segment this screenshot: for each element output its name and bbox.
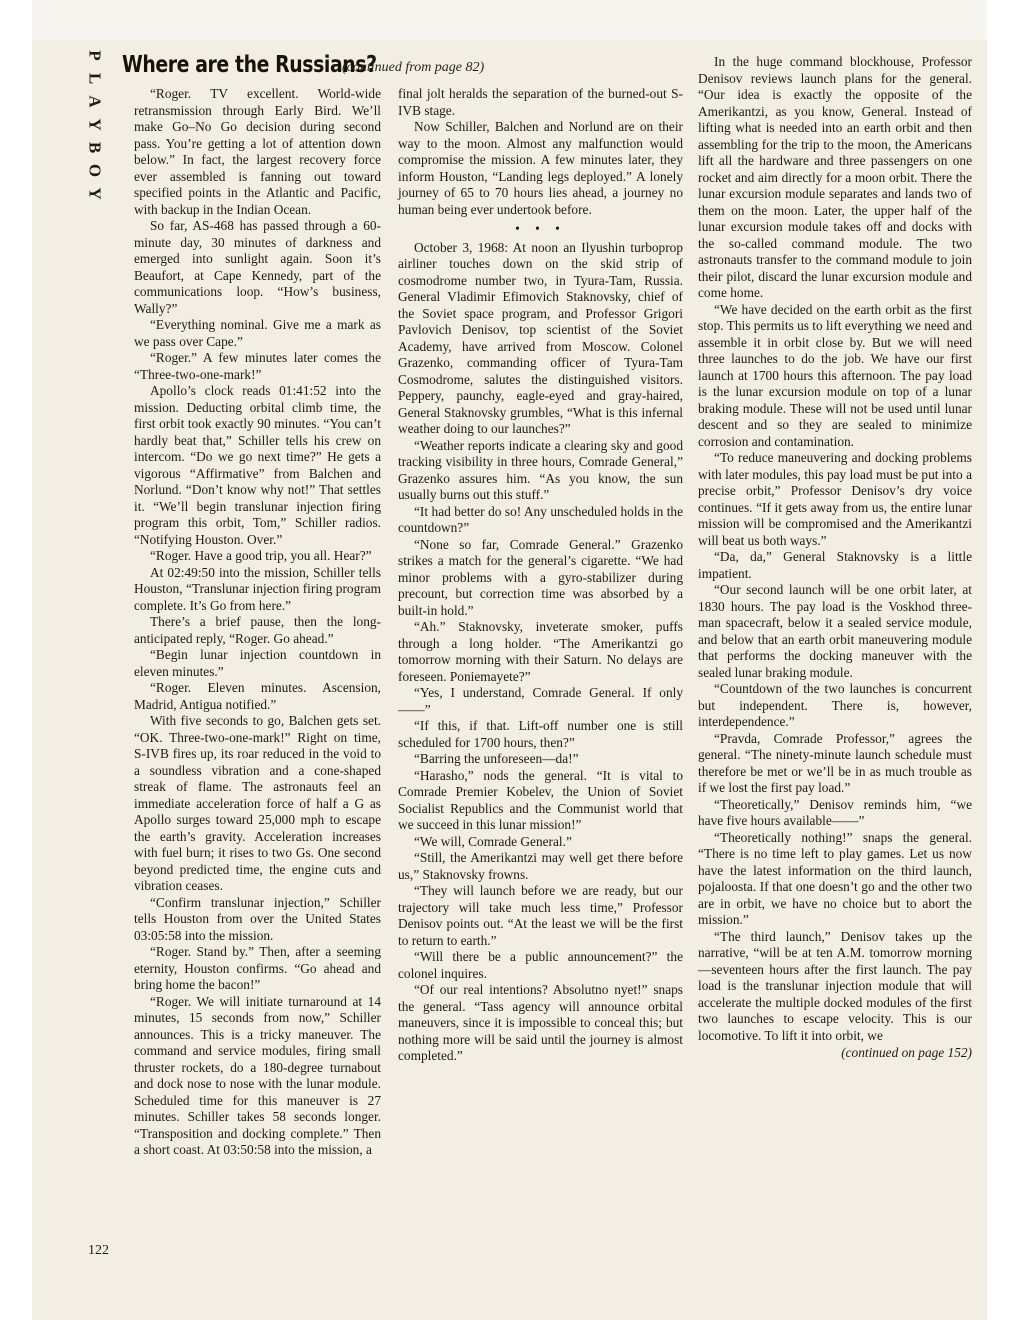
article-header: [122, 52, 682, 82]
paragraph: “Roger. TV excellent. World-wide retransmission through Early Bird. We’ll make Go–No Go decision during second pass. You’re getting a lot of attention down below.” In fact, the largest recovery force ever assembled is fanning out toward specified points in the Atlantic and Pacific, with backup in the Indian Ocean.: [134, 86, 381, 217]
paragraph: “Roger. Eleven minutes. Ascension, Madrid, Antigua notified.”: [134, 680, 381, 712]
paragraph: “Our second launch will be one orbit later, at 1830 hours. The pay load is the Voskhod three-man spacecraft, below it a sealed service module, and below that an earth orbit maneuvering module that performs the docking maneuver with the sealed lunar braking module.: [698, 582, 972, 680]
paragraph: “Still, the Amerikantzi may well get there before us,” Staknovsky frowns.: [398, 850, 683, 882]
masthead-letter: L: [85, 72, 105, 85]
continued-from-note: (continued from page 82): [342, 60, 485, 75]
paragraph: “Will there be a public announcement?” the colonel inquires.: [398, 949, 683, 981]
masthead-letter: B: [85, 141, 105, 154]
paragraph: “Roger. Stand by.” Then, after a seeming eternity, Houston confirms. “Go ahead and bring home the bacon!”: [134, 944, 381, 992]
paragraph: “Roger. We will initiate turnaround at 14 minutes, 15 seconds from now,” Schiller announces. This is a tricky maneuver. The command and service modules, firing small thruster rockets, do a 180-degree turnabout and dock nose to nose with the lunar module. Scheduled time for this maneuver is 27 minutes. Schiller takes 58 seconds longer. “Transposition and docking complete.” Then a short coast. At 03:50:58 into the mission, a: [134, 993, 381, 1157]
page-number: 122: [88, 1243, 109, 1258]
article-title: Where are the Russians?: [122, 52, 377, 78]
paragraph: So far, AS-468 has passed through a 60-minute day, 30 minutes of darkness and emerged into sunlight again. Soon it’s Beaufort, at Cape Kennedy, part of the communications loop. “How’s business, Wally?”: [134, 218, 381, 316]
paragraph: Now Schiller, Balchen and Norlund are on their way to the moon. Almost any malfunction would compromise the mission. A few minutes later, they inform Houston, “Landing legs deployed.” A lonely journey of 65 to 70 hours lies ahead, a journey no human being ever undertook before.: [398, 119, 683, 217]
paragraph: In the huge command blockhouse, Professor Denisov reviews launch plans for the general. “Our idea is exactly the opposite of the Amerikantzi, as you know, General. Instead of lifting what is needed into an earth orbit and then assembling for the trip to the moon, the Americans lift all the hardware and three passengers on one rocket and aim directly for a moon orbit. There the lunar excursion module separates and lands two of them on the moon. Later, the upper half of the lunar excursion module takes off and docks with the so-called command module. The two astronauts transfer to the command module to join their pilot, discard the lunar excursion module and come home.: [698, 54, 972, 300]
paragraph: “It had better do so! Any unscheduled holds in the countdown?”: [398, 503, 683, 535]
paragraph: “Roger.” A few minutes later comes the “Three-two-one-mark!”: [134, 350, 381, 382]
paragraph: “Pravda, Comrade Professor,” agrees the general. “The ninety-minute launch schedule must therefore be met or we’ll be in as much trouble as if we lost the first pay load.”: [698, 730, 972, 795]
paragraph: “Begin lunar injection countdown in eleven minutes.”: [134, 647, 381, 679]
paragraph: “Yes, I understand, Comrade General. If only——”: [398, 685, 683, 717]
paragraph: “If this, if that. Lift-off number one is still scheduled for 1700 hours, then?”: [398, 718, 683, 750]
masthead-letter: Y: [85, 118, 105, 131]
paragraph: “Roger. Have a good trip, you all. Hear?”: [150, 548, 372, 563]
section-break: • • •: [515, 221, 566, 236]
text-column-1: [134, 86, 381, 1159]
continued-on-note: (continued on page 152): [841, 1045, 972, 1060]
paragraph: October 3, 1968: At noon an Ilyushin turboprop airliner touches down on the skid strip of cosmodrome number two, in Tyura-Tam, Russia. General Vladimir Efimovich Staknovsky, chief of the Soviet space program, and Professor Grigori Pavlovich Denisov, top scientist of the Soviet Academy, have arrived from Moscow. Colonel Grazenko, commanding officer of Tyura-Tam Cosmodrome, salutes the distinguished visitors. Peppery, paunchy, eagle-eyed and gray-haired, General Staknovsky grumbles, “What is this infernal weather doing to our launches?”: [398, 239, 683, 436]
page-top-margin: [32, 0, 987, 40]
paragraph: There’s a brief pause, then the long-anticipated reply, “Roger. Go ahead.”: [134, 614, 381, 646]
paragraph: “None so far, Comrade General.” Grazenko strikes a match for the general’s cigarette. “We had minor problems with a gyro-stabilizer during precount, but correction time was absorbed by a built-in hold.”: [398, 536, 683, 618]
paragraph: final jolt heralds the separation of the burned-out S-IVB stage.: [398, 86, 683, 118]
paragraph: With five seconds to go, Balchen gets set. “OK. Three-two-one-mark!” Right on time, S-IVB fires up, its roar reduced in the void to a soundless vibration and a cone-shaped streak of flame. The astronauts feel an immediate acceleration force of half a G as Apollo surges toward 25,000 mph to escape the earth’s gravity. Acceleration increases with fuel burn; it rises to two Gs. One second beyond predicted time, the engine cuts and vibration ceases.: [134, 713, 381, 893]
paragraph: “Ah.” Staknovsky, inveterate smoker, puffs through a long holder. “The Amerikantzi go tomorrow morning with their Saturn. No delays are foreseen. Poniemayete?”: [398, 619, 683, 684]
text-column-2: [398, 86, 683, 1065]
paragraph: “They will launch before we are ready, but our trajectory will take much less time,” Professor Denisov points out. “At the least we will be the first to return to earth.”: [398, 883, 683, 948]
paragraph: “Theoretically,” Denisov reminds him, “we have five hours available——”: [698, 796, 972, 828]
paragraph: “The third launch,” Denisov takes up the narrative, “will be at ten A.M. tomorrow morning—seventeen hours after the first launch. The pay load is the translunar injection module that will accelerate the multiple docked modules of the first two launches to escape velocity. This is our locomotive. To lift it into orbit, we: [698, 928, 972, 1043]
masthead-letter: A: [85, 95, 105, 108]
paragraph: “Of our real intentions? Absolutno nyet!” snaps the general. “Tass agency will announce orbital maneuvers, since it is impossible to conceal this; but nothing more will be said until the journey is almost completed.”: [398, 982, 683, 1063]
paragraph: “Theoretically nothing!” snaps the general. “There is no time left to play games. Let us now have the latest information on the third launch, pojaloosta. If that one doesn’t go and the other two are in orbit, we have no choice but to abort the mission.”: [698, 829, 972, 927]
paragraph: “Weather reports indicate a clearing sky and good tracking visibility in three hours, Comrade General,” Grazenko assures him. “As you know, the sun usually burns out this stuff.”: [398, 437, 683, 502]
paragraph: “To reduce maneuvering and docking problems with later modules, this pay load must be put into a precise orbit,” Professor Denisov’s dry voice continues. “If it gets away from us, the entire lunar mission will be compromised and the Amerikantzi will beat us both ways.”: [698, 450, 972, 548]
masthead-letter: Y: [85, 187, 105, 200]
masthead-letter: O: [85, 163, 105, 178]
paragraph: At 02:49:50 into the mission, Schiller tells Houston, “Translunar injection firing program complete. It’s Go from here.”: [134, 564, 381, 613]
paragraph: “Countdown of the two launches is concurrent but independent. There is, however, interdependence.”: [698, 681, 972, 729]
masthead-letter: P: [85, 50, 105, 61]
paragraph: Apollo’s clock reads 01:41:52 into the mission. Deducting orbital climb time, the first orbit took exactly 90 minutes. “You can’t hardly beat that,” Schiller tells his crew on intercom. “Do we go next time?” He gets a vigorous “Affirmative” from Balchen and Norlund. “Don’t know why not!” That settles it. “We’ll begin translunar injection firing program this orbit, Tom,” Schiller radios. “Notifying Houston. Over.”: [134, 383, 381, 547]
paragraph: “Da, da,” General Staknovsky is a little impatient.: [698, 549, 972, 581]
paragraph: “Everything nominal. Give me a mark as we pass over Cape.”: [134, 317, 381, 349]
text-column-3: [698, 54, 972, 1062]
paragraph: “Barring the unforeseen—da!”: [414, 751, 579, 766]
paragraph: “We will, Comrade General.”: [414, 833, 572, 849]
paragraph: “Harasho,” nods the general. “It is vital to Comrade Premier Kobelev, the Union of Soviet Socialist Republics and the Communist world that we succeed in this lunar mission!”: [398, 767, 683, 832]
paragraph: “Confirm translunar injection,” Schiller tells Houston from over the United States 03:05:58 into the mission.: [134, 894, 381, 943]
paragraph: “We have decided on the earth orbit as the first stop. This permits us to lift everything we need and assemble it in orbit close by. But we will need three launches to do the job. We have our first launch at 1700 hours this afternoon. The pay load is the lunar excursion module on top of a lunar braking module. These will not be used until lunar descent and so they are sealed to minimize corrosion and contamination.: [698, 301, 972, 449]
masthead: [80, 44, 110, 205]
